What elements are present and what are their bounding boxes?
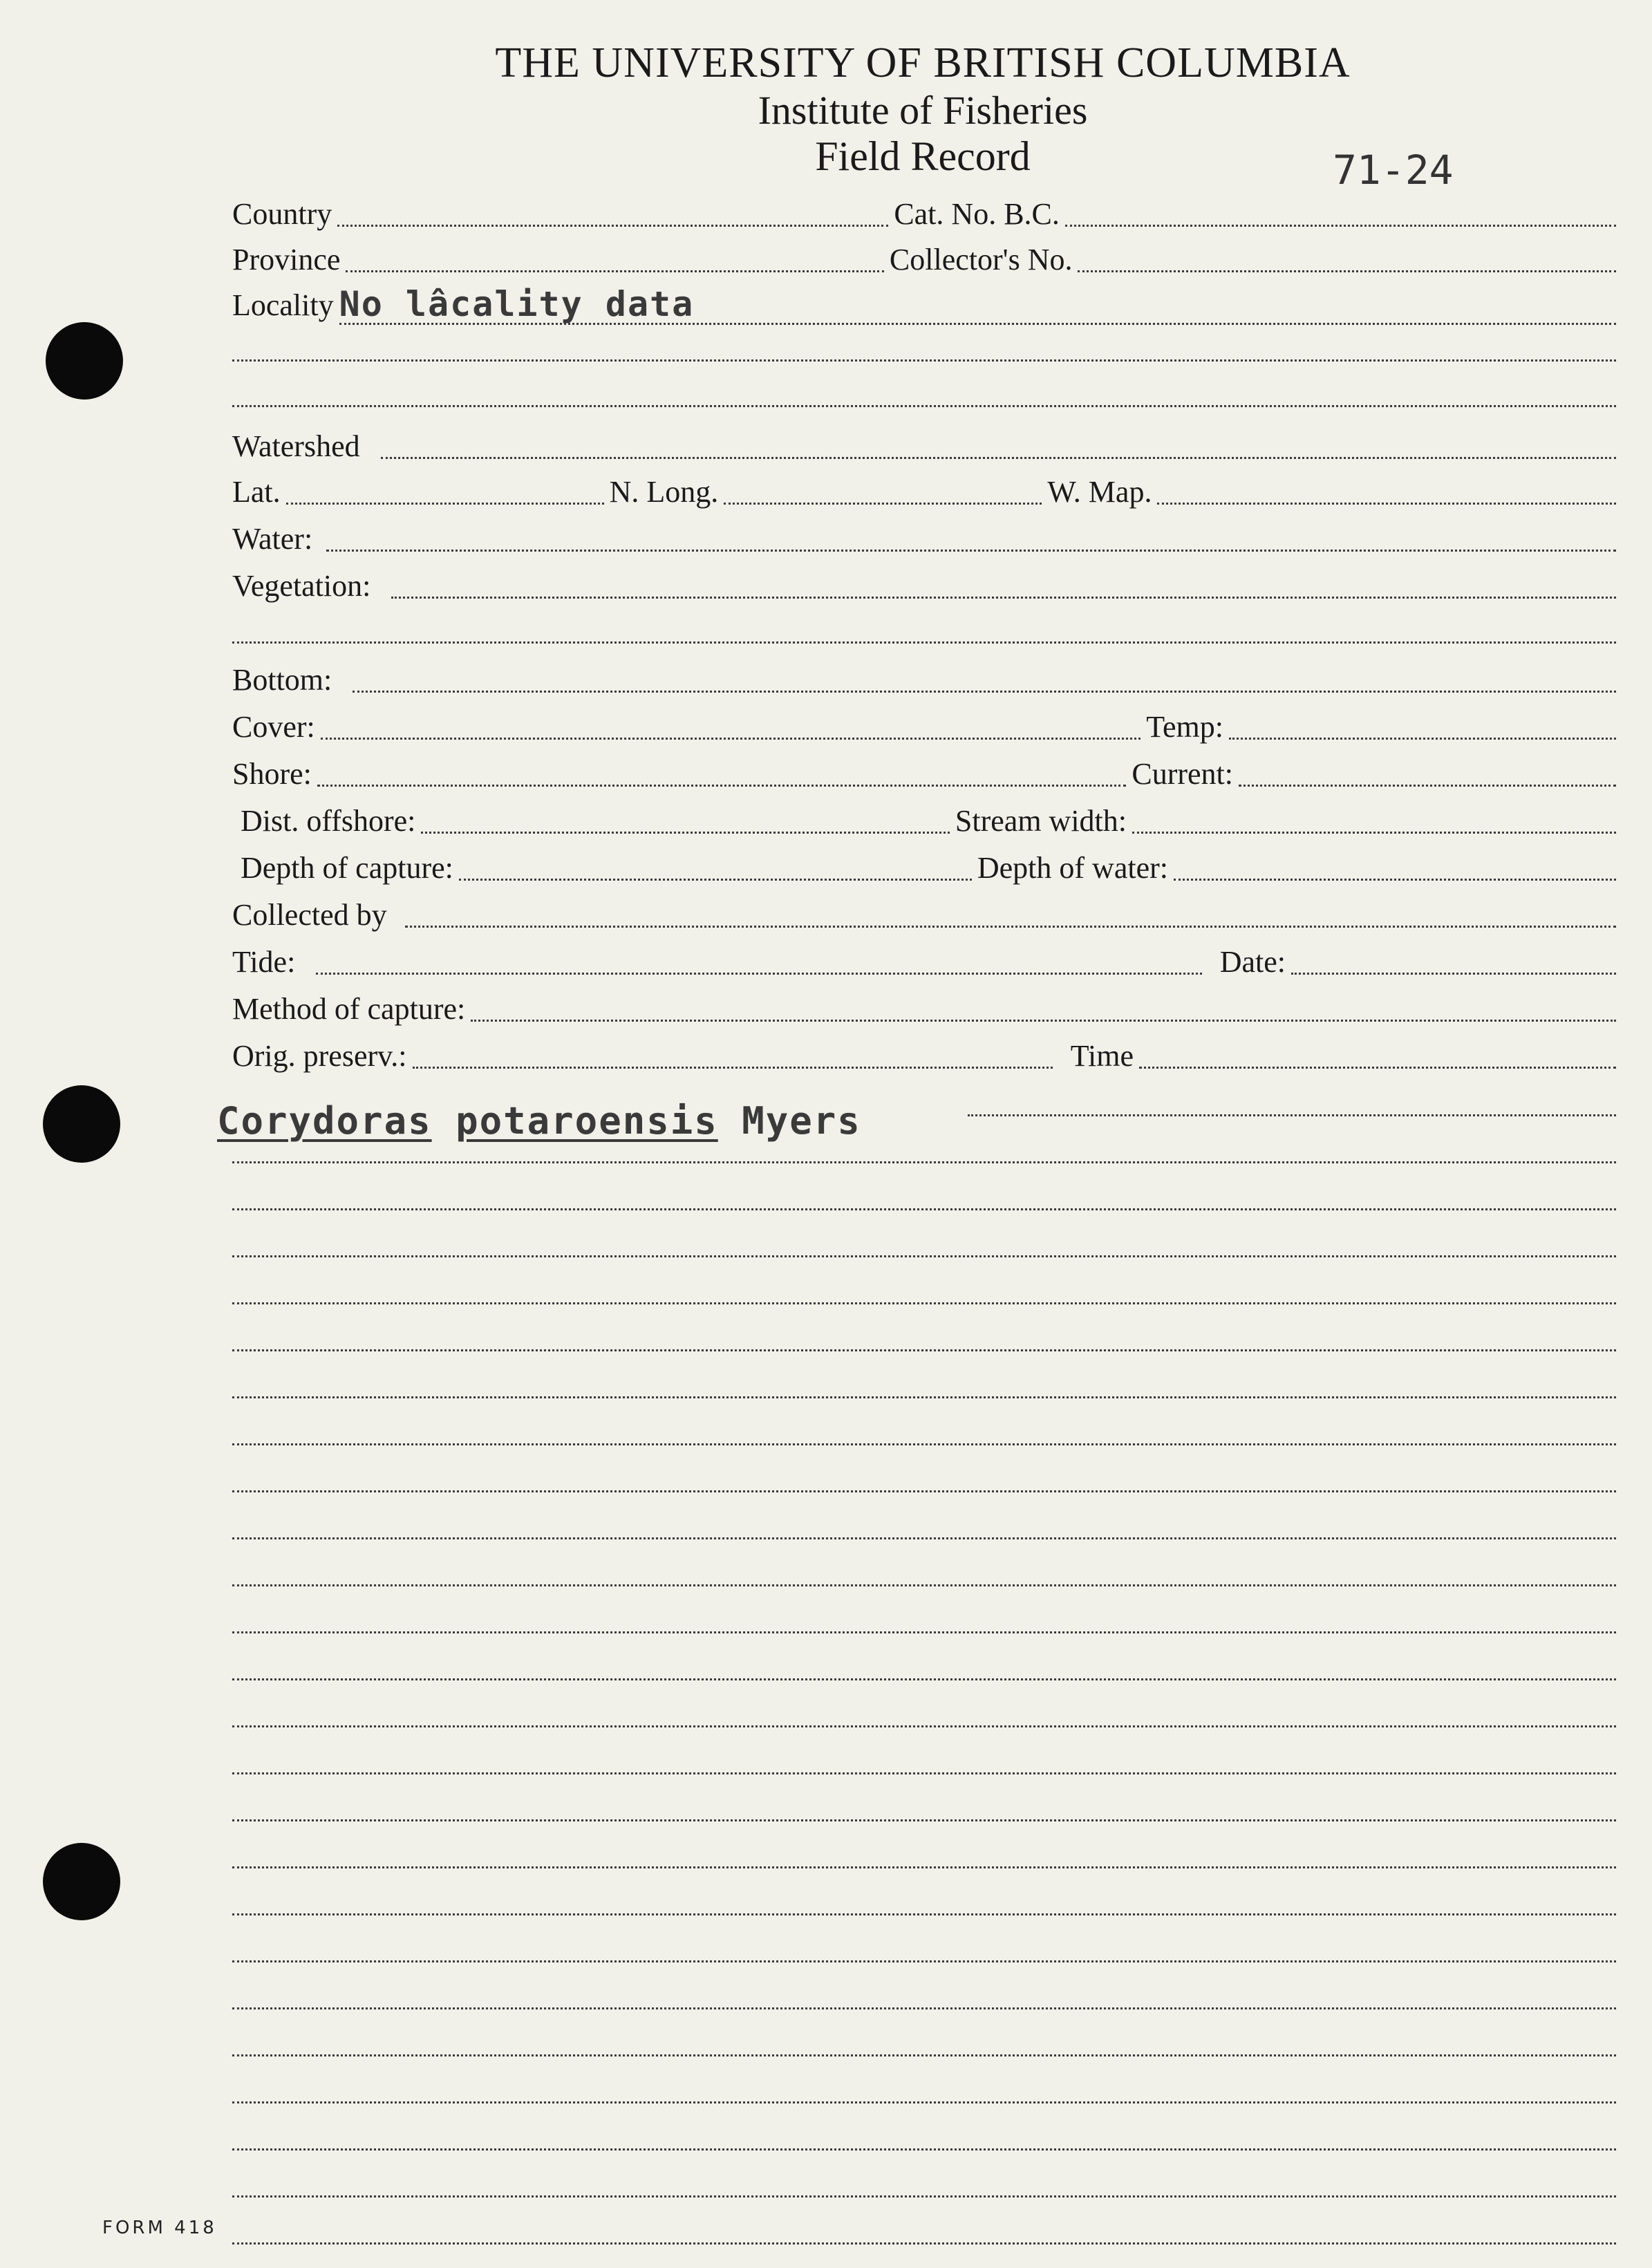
- remark-line[interactable]: [232, 1678, 1616, 1680]
- remark-line[interactable]: [232, 1960, 1616, 1962]
- depth-water-line[interactable]: [1174, 879, 1616, 881]
- current-label: Current:: [1132, 757, 1233, 791]
- institute-name: Institute of Fisheries: [758, 88, 1088, 133]
- remark-line[interactable]: [232, 1443, 1616, 1445]
- locality-value[interactable]: No lâcality data: [339, 287, 1616, 325]
- form-number: FORM 418: [102, 2218, 217, 2238]
- dist-offshore-label: Dist. offshore:: [241, 804, 416, 838]
- remark-line[interactable]: [232, 2054, 1616, 2056]
- row-watershed: [232, 424, 1616, 466]
- row-province: [232, 238, 1616, 279]
- country-line[interactable]: [337, 225, 888, 227]
- remark-line[interactable]: [232, 1349, 1616, 1351]
- row-depth: [232, 846, 1616, 888]
- row-dist-offshore: [232, 799, 1616, 841]
- row-shore: [232, 752, 1616, 794]
- remark-line[interactable]: [232, 2101, 1616, 2103]
- vegetation-label: Vegetation:: [232, 569, 371, 603]
- stream-width-label: Stream width:: [955, 804, 1127, 838]
- collectors-no-line[interactable]: [1078, 270, 1616, 272]
- watershed-line[interactable]: [381, 457, 1616, 459]
- method-capture-label: Method of capture:: [232, 992, 466, 1026]
- species-note[interactable]: [217, 1099, 861, 1143]
- remark-line[interactable]: [232, 1255, 1616, 1257]
- record-number: 71-24: [1333, 147, 1454, 194]
- row-vegetation: [232, 564, 1616, 606]
- remark-line[interactable]: [232, 2007, 1616, 2009]
- cover-label: Cover:: [232, 710, 315, 744]
- remark-line[interactable]: [232, 1631, 1616, 1633]
- collected-by-line[interactable]: [405, 926, 1616, 928]
- species-line-rest: [968, 1114, 1616, 1116]
- remark-line[interactable]: [232, 1772, 1616, 1774]
- remark-line[interactable]: [232, 1537, 1616, 1539]
- remark-line[interactable]: [232, 1866, 1616, 1868]
- vegetation-line[interactable]: [391, 597, 1616, 599]
- remark-line[interactable]: [232, 2195, 1616, 2197]
- lat-line[interactable]: [286, 503, 604, 505]
- cat-no-line[interactable]: [1065, 225, 1616, 227]
- temp-label: Temp:: [1146, 710, 1223, 744]
- watershed-label: Watershed: [232, 429, 360, 463]
- remark-line[interactable]: [232, 1396, 1616, 1398]
- current-line[interactable]: [1239, 785, 1616, 787]
- species-genus: Corydoras: [217, 1099, 432, 1143]
- water-label: Water:: [232, 522, 313, 556]
- province-line[interactable]: [346, 270, 884, 272]
- tide-line[interactable]: [316, 973, 1201, 975]
- temp-line[interactable]: [1229, 738, 1616, 740]
- remark-line[interactable]: [232, 1913, 1616, 1915]
- lat-label: Lat.: [232, 475, 281, 509]
- remark-line[interactable]: [232, 1819, 1616, 1821]
- n-long-label: N. Long.: [609, 475, 719, 509]
- cover-line[interactable]: [321, 738, 1141, 740]
- punch-hole-bottom: [43, 1843, 120, 1920]
- bottom-line[interactable]: [353, 691, 1616, 693]
- remark-line[interactable]: [232, 1208, 1616, 1210]
- remark-line[interactable]: [232, 2242, 1616, 2244]
- row-tide: [232, 940, 1616, 982]
- remark-line[interactable]: [232, 1302, 1616, 1304]
- university-name: THE UNIVERSITY OF BRITISH COLUMBIA: [495, 39, 1351, 86]
- province-label: Province: [232, 243, 341, 277]
- remark-line[interactable]: [232, 2148, 1616, 2150]
- stream-width-line[interactable]: [1132, 832, 1616, 834]
- collectors-no-label: Collector's No.: [889, 243, 1073, 277]
- row-lat-long: [232, 470, 1616, 512]
- method-capture-line[interactable]: [471, 1020, 1616, 1022]
- row-orig-preserv: [232, 1034, 1616, 1076]
- row-collected-by: [232, 893, 1616, 935]
- date-line[interactable]: [1291, 973, 1616, 975]
- cat-no-label: Cat. No. B.C.: [894, 197, 1060, 231]
- tide-label: Tide:: [232, 945, 296, 979]
- species-author: Myers: [742, 1099, 861, 1143]
- locality-label: Locality: [232, 288, 334, 322]
- row-country: [232, 192, 1616, 234]
- depth-water-label: Depth of water:: [977, 851, 1168, 885]
- bottom-label: Bottom:: [232, 663, 332, 697]
- collected-by-label: Collected by: [232, 898, 387, 932]
- species-epithet: potaroensis: [456, 1099, 718, 1143]
- w-map-label: W. Map.: [1047, 475, 1152, 509]
- water-line[interactable]: [326, 550, 1616, 552]
- remark-line[interactable]: [232, 1161, 1616, 1163]
- remark-line[interactable]: [232, 1584, 1616, 1586]
- dist-offshore-line[interactable]: [421, 832, 950, 834]
- vegetation-line-2[interactable]: [232, 641, 1616, 644]
- country-label: Country: [232, 197, 332, 231]
- orig-preserv-line[interactable]: [413, 1067, 1053, 1069]
- long-line[interactable]: [724, 503, 1042, 505]
- depth-capture-label: Depth of capture:: [241, 851, 453, 885]
- punch-hole-top: [46, 322, 123, 400]
- punch-hole-middle: [43, 1085, 120, 1163]
- shore-label: Shore:: [232, 757, 312, 791]
- remark-line[interactable]: [232, 1725, 1616, 1727]
- depth-capture-line[interactable]: [459, 879, 972, 881]
- map-line[interactable]: [1157, 503, 1616, 505]
- locality-line-3[interactable]: [232, 405, 1616, 407]
- row-cover: [232, 705, 1616, 747]
- row-water: [232, 517, 1616, 559]
- locality-line-2[interactable]: [232, 359, 1616, 362]
- shore-line[interactable]: [317, 785, 1126, 787]
- orig-preserv-label: Orig. preserv.:: [232, 1039, 407, 1073]
- row-method: [232, 987, 1616, 1029]
- remark-line[interactable]: [232, 1490, 1616, 1492]
- row-bottom: [232, 658, 1616, 700]
- date-label: Date:: [1219, 945, 1286, 979]
- form-title: Field Record: [815, 133, 1031, 179]
- time-label: Time: [1070, 1039, 1134, 1073]
- row-locality: [232, 283, 1616, 325]
- time-line[interactable]: [1139, 1067, 1616, 1069]
